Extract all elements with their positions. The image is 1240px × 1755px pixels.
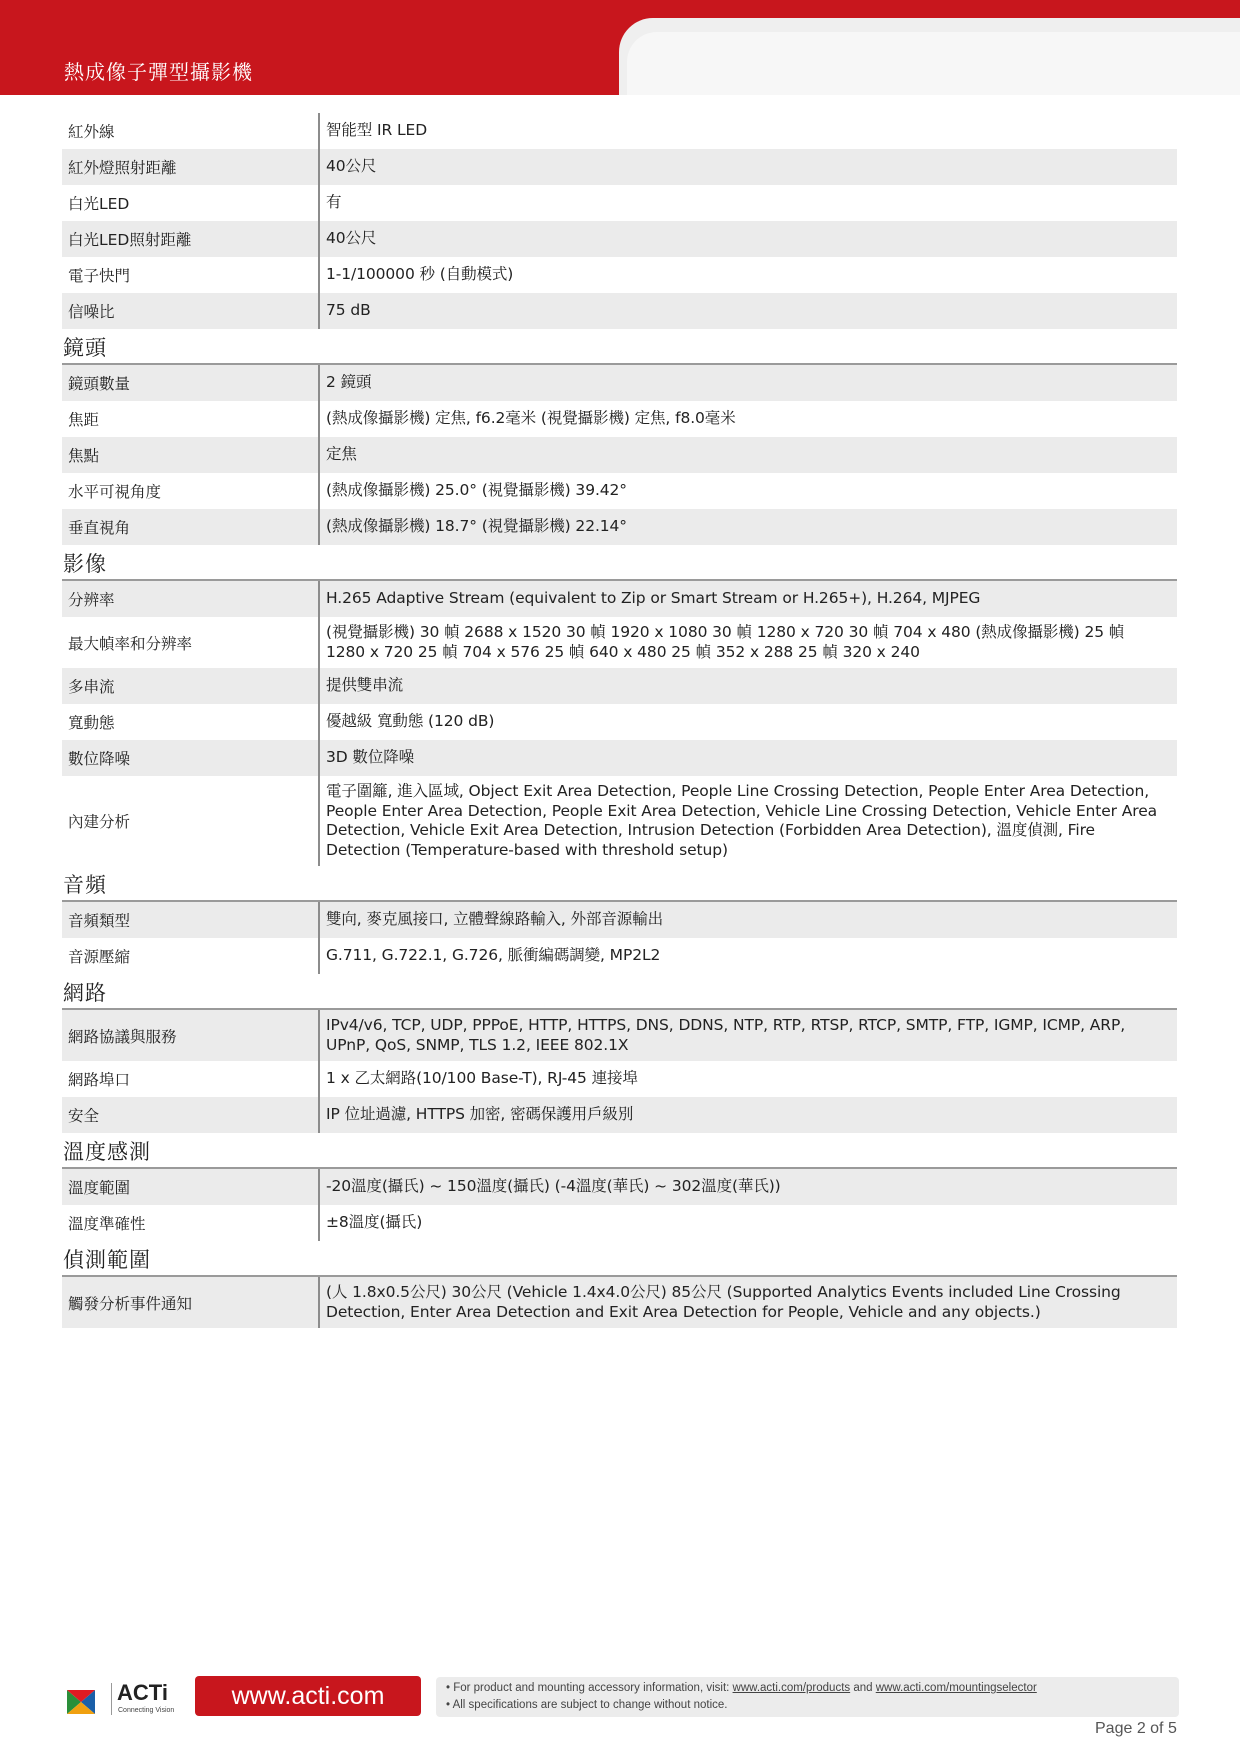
footer-notes bbox=[436, 1677, 1179, 1717]
spec-label: 網路埠口 bbox=[68, 1071, 131, 1089]
spec-row bbox=[62, 1010, 1177, 1061]
spec-value: IPv4/v6, TCP, UDP, PPPoE, HTTP, HTTPS, DNS, DDNS, NTP, RTP, RTSP, RTCP, SMTP, FTP, IGMP, ICMP, ARP, UPnP, QoS, SNMP, TLS 1.2, IEEE 802.1X bbox=[326, 1016, 1126, 1054]
logo-text: ACTi bbox=[117, 1680, 168, 1705]
spec-value: (熱成像攝影機) 25.0° (視覺攝影機) 39.42° bbox=[326, 481, 627, 500]
spec-row bbox=[62, 401, 1177, 437]
page-number: Page 2 of 5 bbox=[1095, 1720, 1177, 1737]
spec-label: 垂直視角 bbox=[68, 519, 131, 537]
header-tab-inner bbox=[627, 32, 1240, 102]
spec-row bbox=[62, 1097, 1177, 1133]
logo-divider bbox=[111, 1683, 112, 1715]
spec-row bbox=[62, 257, 1177, 293]
section-title-image: 影像 bbox=[62, 545, 1177, 581]
spec-row bbox=[62, 509, 1177, 545]
spec-label: 水平可視角度 bbox=[68, 483, 162, 501]
spec-row bbox=[62, 149, 1177, 185]
website-link-button[interactable]: www.acti.com bbox=[195, 1676, 421, 1716]
spec-row bbox=[62, 293, 1177, 329]
spec-value: IP 位址過濾, HTTPS 加密, 密碼保護用戶級別 bbox=[326, 1105, 634, 1124]
spec-label: 數位降噪 bbox=[68, 750, 131, 768]
spec-value: (視覺攝影機) 30 幀 2688 x 1520 30 幀 1920 x 1080 30 幀 1280 x 720 30 幀 704 x 480 (熱成像攝影機) 25 幀 1280 x 720 25 幀 704 x 576 25 幀 640 x 480 25 幀 352 x 288 25 幀 320 x 240 bbox=[326, 623, 1125, 661]
spec-row bbox=[62, 473, 1177, 509]
spec-value: (人 1.8x0.5公尺) 30公尺 (Vehicle 1.4x4.0公尺) 85公尺 (Supported Analytics Events included Line Crossing Detection, Enter Area Detection and Exit Area Detection for People, Vehicle and any objects.) bbox=[326, 1283, 1121, 1321]
spec-label: 白光LED bbox=[68, 195, 130, 213]
spec-value: (熱成像攝影機) 18.7° (視覺攝影機) 22.14° bbox=[326, 517, 627, 536]
section-title-detection: 偵測範圍 bbox=[62, 1241, 1177, 1277]
spec-value: G.711, G.722.1, G.726, 脈衝編碼調變, MP2L2 bbox=[326, 946, 661, 965]
footer-note-2: • All specifications are subject to change without notice. bbox=[446, 1699, 728, 1711]
spec-value: 提供雙串流 bbox=[326, 676, 404, 695]
spec-label: 紅外燈照射距離 bbox=[68, 159, 177, 177]
spec-label: 觸發分析事件通知 bbox=[68, 1294, 193, 1313]
spec-label: 音頻類型 bbox=[68, 912, 131, 930]
spec-value: (熱成像攝影機) 定焦, f6.2毫米 (視覺攝影機) 定焦, f8.0毫米 bbox=[326, 409, 736, 428]
spec-row bbox=[62, 938, 1177, 974]
mounting-selector-link[interactable]: www.acti.com/mountingselector bbox=[875, 1682, 1037, 1694]
spec-value: 40公尺 bbox=[326, 229, 377, 248]
spec-row bbox=[62, 1205, 1177, 1241]
spec-value: H.265 Adaptive Stream (equivalent to Zip or Smart Stream or H.265+), H.264, MJPEG bbox=[326, 589, 981, 608]
spec-value: 1-1/100000 秒 (自動模式) bbox=[326, 265, 514, 284]
spec-label: 焦距 bbox=[68, 411, 100, 429]
spec-row bbox=[62, 1169, 1177, 1205]
spec-row bbox=[62, 617, 1177, 668]
spec-label: 溫度範圍 bbox=[68, 1179, 131, 1197]
logo-tagline: Connecting Vision bbox=[118, 1707, 175, 1714]
spec-value: 智能型 IR LED bbox=[326, 121, 428, 140]
spec-value: 優越級 寬動態 (120 dB) bbox=[326, 712, 495, 731]
spec-label: 紅外線 bbox=[68, 123, 115, 141]
section-title-lens: 鏡頭 bbox=[62, 329, 1177, 365]
header-divider bbox=[0, 95, 1240, 115]
spec-label: 電子快門 bbox=[68, 267, 131, 285]
products-link[interactable]: www.acti.com/products bbox=[732, 1682, 851, 1694]
section-title-audio: 音頻 bbox=[62, 866, 1177, 902]
spec-value: 40公尺 bbox=[326, 157, 377, 176]
section-title-temperature: 溫度感測 bbox=[62, 1133, 1177, 1169]
spec-value: 2 鏡頭 bbox=[326, 373, 372, 392]
page-title: 熱成像子彈型攝影機 bbox=[64, 60, 253, 84]
spec-row bbox=[62, 185, 1177, 221]
spec-table bbox=[62, 113, 1177, 1328]
spec-row bbox=[62, 740, 1177, 776]
spec-label: 白光LED照射距離 bbox=[68, 231, 192, 249]
footer-note-1: • For product and mounting accessory information, visit: www.acti.com/products and www.acti.com/mountingselector bbox=[446, 1682, 1037, 1694]
spec-value: -20溫度(攝氏) ~ 150溫度(攝氏) (-4溫度(華氏) ~ 302溫度(華氏)) bbox=[326, 1177, 781, 1196]
spec-row bbox=[62, 776, 1177, 866]
spec-label: 焦點 bbox=[68, 447, 100, 465]
spec-row bbox=[62, 1061, 1177, 1097]
spec-row bbox=[62, 437, 1177, 473]
spec-label: 分辨率 bbox=[68, 591, 115, 609]
spec-label: 信噪比 bbox=[68, 303, 115, 321]
spec-value: 3D 數位降噪 bbox=[326, 748, 415, 767]
spec-value: 定焦 bbox=[326, 445, 357, 464]
spec-row bbox=[62, 668, 1177, 704]
spec-value: 1 x 乙太網路(10/100 Base-T), RJ-45 連接埠 bbox=[326, 1069, 638, 1088]
spec-label: 安全 bbox=[68, 1107, 100, 1125]
spec-value: ±8溫度(攝氏) bbox=[326, 1213, 423, 1232]
spec-row bbox=[62, 581, 1177, 617]
spec-label: 內建分析 bbox=[68, 813, 131, 831]
spec-row bbox=[62, 704, 1177, 740]
spec-label: 鏡頭數量 bbox=[68, 375, 131, 393]
spec-row bbox=[62, 365, 1177, 401]
spec-row bbox=[62, 1277, 1177, 1328]
spec-label: 網路協議與服務 bbox=[68, 1027, 177, 1046]
spec-label: 最大幀率和分辨率 bbox=[68, 634, 193, 653]
spec-value: 有 bbox=[326, 193, 342, 212]
spec-label: 寬動態 bbox=[68, 714, 115, 732]
spec-value: 75 dB bbox=[326, 301, 371, 320]
spec-value: 電子圍籬, 進入區域, Object Exit Area Detection, People Line Crossing Detection, People Enter Area Detection, People Enter Area Detection, People Exit Area Detection, Vehicle Line Crossing Detection, Vehicle Enter Area Detection, Vehicle Exit Area Detection, Intrusion Detection (Forbidden Area Detection), 溫度偵測, Fire Detection (Temperature-based with threshold setup) bbox=[326, 782, 1158, 859]
spec-label: 音源壓縮 bbox=[68, 948, 131, 966]
spec-label: 多串流 bbox=[68, 678, 115, 696]
spec-row bbox=[62, 902, 1177, 938]
spec-row bbox=[62, 113, 1177, 149]
spec-label: 溫度準確性 bbox=[68, 1215, 146, 1233]
spec-value: 雙向, 麥克風接口, 立體聲線路輸入, 外部音源輸出 bbox=[326, 910, 663, 929]
section-title-network: 網路 bbox=[62, 974, 1177, 1010]
spec-row bbox=[62, 221, 1177, 257]
